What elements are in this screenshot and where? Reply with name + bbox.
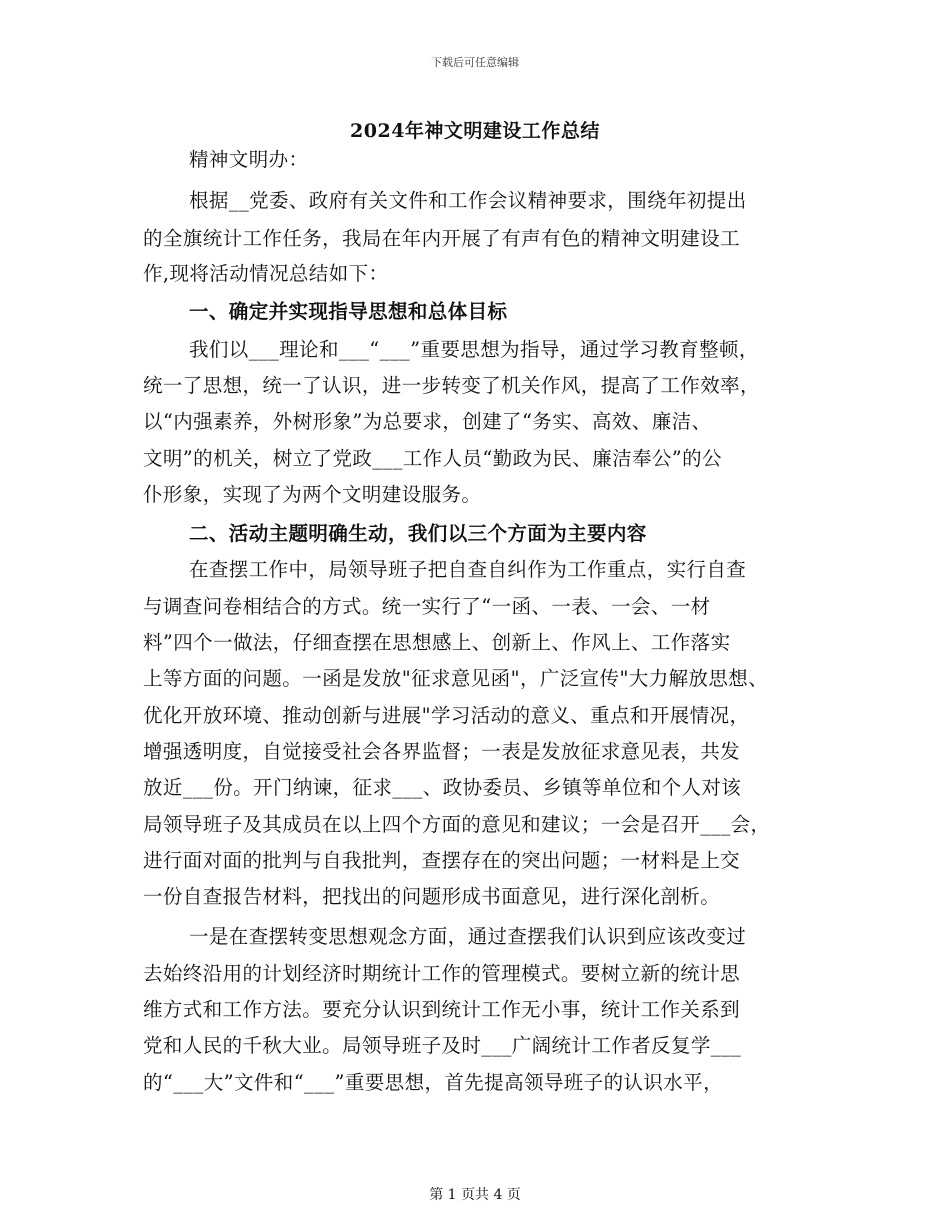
section-heading: 一、确定并实现指导思想和总体目标	[189, 300, 508, 323]
salutation: 精神文明办：	[189, 148, 309, 171]
paragraph-line: 去始终沿用的计划经济时期统计工作的管理模式。要树立新的统计思	[143, 962, 741, 985]
paragraph-line: 以“内强素养，外树形象”为总要求，创建了“务实、高效、廉洁、	[143, 410, 712, 433]
paragraph-line: 的全旗统计工作任务，我局在年内开展了有声有色的精神文明建设工	[143, 227, 741, 250]
page-footer: 第 1 页共 4 页	[429, 1187, 521, 1203]
paragraph-line: 在查摆工作中，局领导班子把自查自纠作为工作重点，实行自查	[189, 558, 747, 581]
paragraph-line: 统一了思想，统一了认识，进一步转变了机关作风，提高了工作效率，	[143, 374, 760, 397]
paragraph-line: 我们以___理论和___“___”重要思想为指导，通过学习教育整顿，	[189, 338, 759, 361]
paragraph-line: 一是在查摆转变思想观念方面，通过查摆我们认识到应该改变过	[189, 925, 747, 948]
paragraph-line: 维方式和工作方法。要充分认识到统计工作无小事，统计工作关系到	[143, 998, 741, 1021]
paragraph-line: 上等方面的问题。一函是发放"征求意见函"，广泛宣传"大力解放思想、	[143, 667, 769, 690]
paragraph-line: 文明”的机关，树立了党政___工作人员“勤政为民、廉洁奉公”的公	[143, 447, 722, 470]
paragraph-line: 增强透明度，自觉接受社会各界监督；一表是发放征求意见表，共发	[143, 740, 741, 763]
header-note: 下载后可任意编辑	[431, 56, 519, 69]
paragraph-line: 与调查问卷相结合的方式。统一实行了“一函、一表、一会、一材	[143, 595, 711, 618]
paragraph-line: 作,现将活动情况总结如下：	[143, 262, 389, 285]
paragraph-line: 根据__党委、政府有关文件和工作会议精神要求，围绕年初提出	[189, 189, 747, 212]
paragraph-line: 局领导班子及其成员在以上四个方面的意见和建议；一会是召开___会，	[143, 813, 771, 836]
section-heading: 二、活动主题明确生动，我们以三个方面为主要内容	[189, 522, 647, 545]
document-title: 2024年神文明建设工作总结	[350, 120, 600, 142]
paragraph-line: 仆形象，实现了为两个文明建设服务。	[143, 483, 482, 506]
paragraph-line: 料”四个一做法，仔细查摆在思想感上、创新上、作风上、工作落实	[143, 631, 731, 654]
paragraph-line: 党和人民的千秋大业。局领导班子及时___广阔统计工作者反复学___	[143, 1034, 742, 1057]
paragraph-line: 放近___份。开门纳谏，征求___、政协委员、乡镇等单位和个人对该	[143, 776, 742, 799]
paragraph-line: 优化开放环境、推动创新与进展"学习活动的意义、重点和开展情况，	[143, 704, 750, 727]
paragraph-line: 进行面对面的批判与自我批判，查摆存在的突出问题；一材料是上交	[143, 849, 741, 872]
paragraph-line: 一份自查报告材料，把找出的问题形成书面意见，进行深化剖析。	[143, 885, 721, 908]
paragraph-line: 的“___大”文件和“___”重要思想，首先提高领导班子的认识水平，	[143, 1071, 723, 1094]
